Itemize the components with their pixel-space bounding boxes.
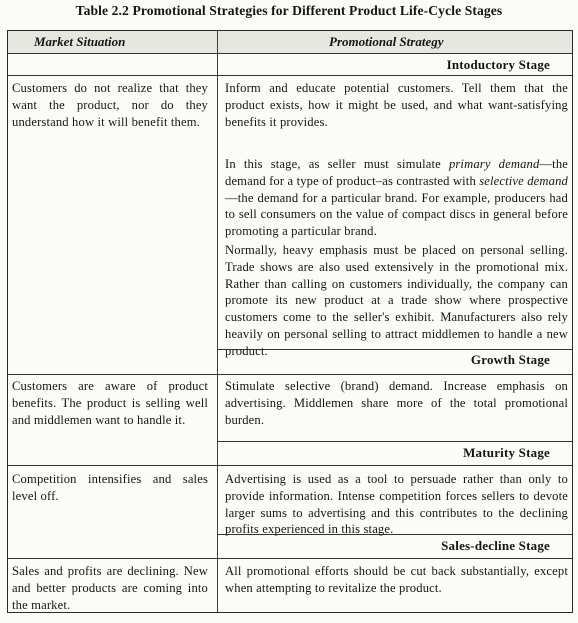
- row-divider: [217, 534, 572, 535]
- table-header-row: [8, 31, 572, 54]
- row-divider: [8, 465, 572, 466]
- market-situation-sales-decline: Sales and profits are declining. New and better products are coming into the market.: [12, 564, 208, 612]
- strategy-growth: Stimulate selective (brand) demand. Increase emphasis on advertising. Middlemen share more of the total promotional burden.: [225, 379, 568, 427]
- column-divider: [217, 31, 218, 612]
- stage-title-maturity: Maturity Stage: [463, 445, 550, 460]
- table-caption: Table 2.2 Promotional Strategies for Different Product Life-Cycle Stages: [75, 3, 503, 18]
- promotional-strategies-table: [7, 30, 573, 613]
- strategy-introductory-3: Normally, heavy emphasis must be placed on personal selling. Trade shows are also used extensively in the promotional mix. Rather than calling on customers individually, the company can promote its new product at a trade show where prospective customers come to the seller's exhibit. Manufacturers also rely heavily on personal selling to attract middlemen to handle a new product.: [225, 243, 568, 358]
- selective-demand-term: selective demand: [479, 173, 568, 188]
- strategy-introductory-1: Inform and educate potential customers. Tell them that the product exists, how it might be used, and what want-satisfying benefits it provides.: [225, 81, 568, 129]
- strategy-introductory-2: In this stage, as seller must simulate primary demand—the demand for a type of product–as contrasted with selective demand—the demand for a particular brand. For example, producers had to sell consumers on the value of compact discs in general before promoting a particular brand.: [225, 157, 569, 239]
- row-divider: [8, 75, 572, 76]
- row-divider: [8, 558, 572, 559]
- strategy-sales-decline: All promotional efforts should be cut back substantially, except when attempting to revitalize the product.: [225, 564, 568, 595]
- market-situation-maturity: Competition intensifies and sales level off.: [12, 472, 208, 503]
- stage-title-sales-decline: Sales-decline Stage: [441, 538, 550, 553]
- market-situation-introductory: Customers do not realize that they want the product, nor do they understand how it will benefit them.: [12, 81, 208, 129]
- primary-demand-term: primary demand: [448, 157, 540, 171]
- header-promotional-strategy: Promotional Strategy: [329, 34, 444, 49]
- market-situation-growth: Customers are aware of product benefits. The product is selling well and middlemen want to handle it.: [12, 379, 208, 427]
- strategy-maturity: Advertising is used as a tool to persuade rather than only to provide information. Intense competition forces sellers to devote larger sums to advertising and this contributes to the declining profits experienced in this stage.: [225, 472, 568, 537]
- row-divider: [217, 441, 572, 442]
- header-market-situation: Market Situation: [34, 34, 126, 49]
- row-divider: [8, 374, 572, 375]
- stage-title-growth: Growth Stage: [470, 352, 550, 367]
- stage-title-introductory: Intoductory Stage: [446, 57, 550, 72]
